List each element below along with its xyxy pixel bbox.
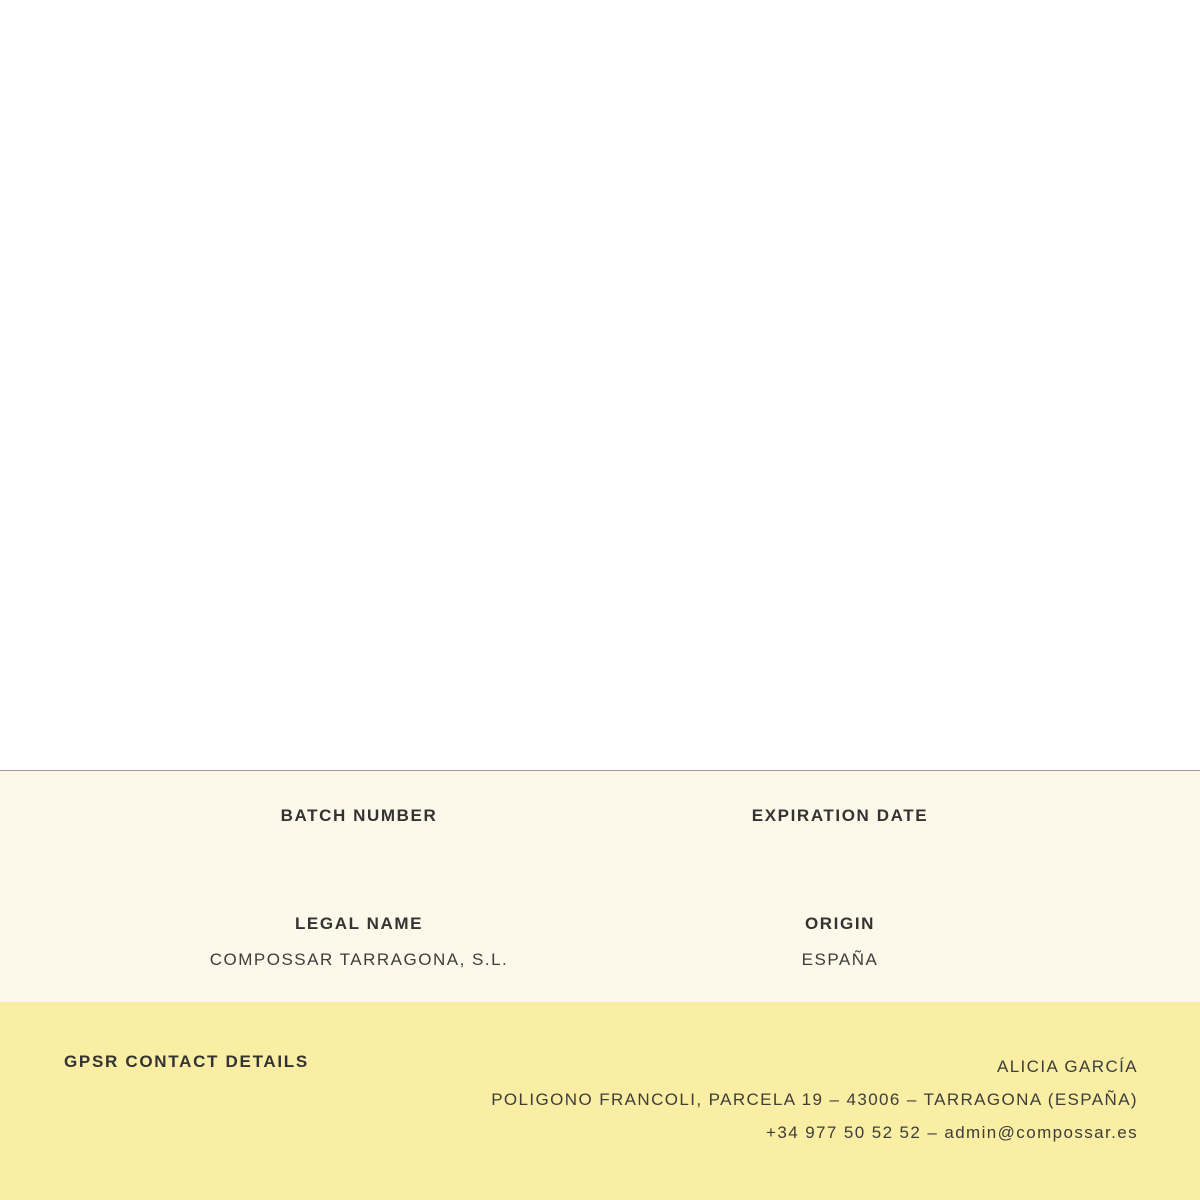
field-legal-name	[60, 914, 658, 971]
gpsr-contact-address: POLIGONO FRANCOLI, PARCELA 19 – 43006 – TARRAGONA (ESPAÑA)	[491, 1090, 1138, 1109]
gpsr-contact-title: GPSR CONTACT DETAILS	[64, 1052, 309, 1071]
product-info-band	[0, 770, 1200, 1002]
product-info-grid	[0, 771, 1200, 1002]
batch-number-value	[60, 842, 658, 862]
field-expiration-date	[660, 806, 1020, 862]
field-origin	[660, 914, 1020, 971]
legal-name-value: COMPOSSAR TARRAGONA, S.L.	[209, 950, 509, 970]
gpsr-contact-band	[0, 1002, 1200, 1200]
origin-value: ESPAÑA	[801, 950, 879, 970]
expiration-date-label: EXPIRATION DATE	[751, 806, 929, 825]
legal-name-label: LEGAL NAME	[294, 914, 424, 933]
gpsr-contact-person: ALICIA GARCÍA	[996, 1057, 1138, 1076]
gpsr-contact-details	[491, 1050, 1138, 1149]
origin-label: ORIGIN	[804, 914, 876, 933]
gpsr-contact-phone-email: +34 977 50 52 52 – admin@compossar.es	[766, 1123, 1138, 1142]
field-batch-number	[60, 806, 658, 862]
expiration-date-value	[660, 842, 1020, 862]
batch-number-label: BATCH NUMBER	[280, 806, 438, 825]
